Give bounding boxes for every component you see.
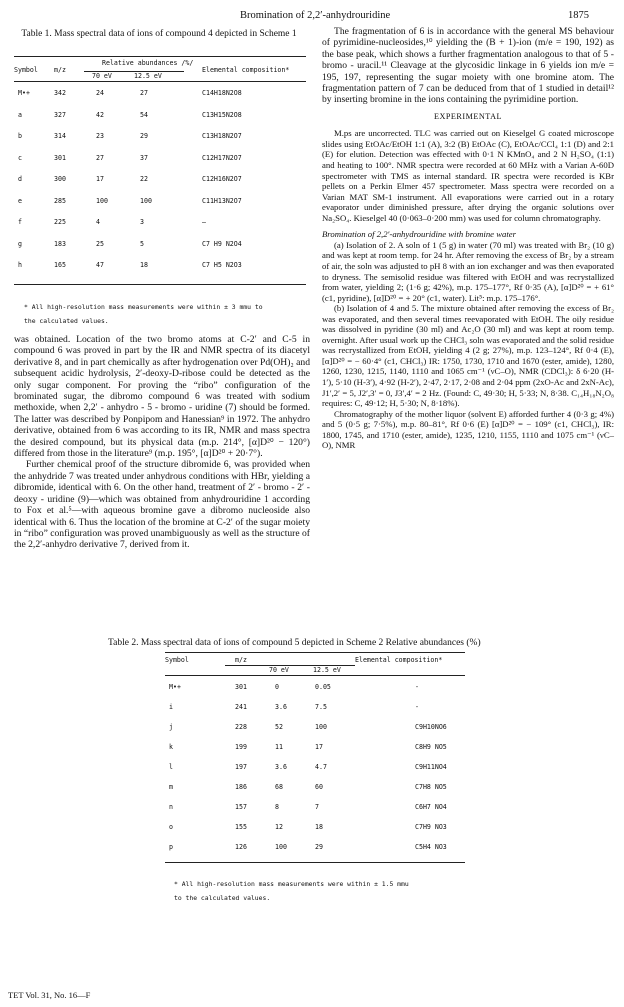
table2-cell-a12: 18 <box>315 823 323 831</box>
table2-cell-mz: 155 <box>235 823 247 831</box>
table2-cell-comp: C7H8 NO5 <box>415 783 447 791</box>
table1-cell-a70: 47 <box>96 261 104 269</box>
table1-col-symbol: Symbol <box>14 66 38 74</box>
table2-cell-a12: 17 <box>315 743 323 751</box>
right-paragraph-5: Chromatography of the mother liquor (solvent E) afforded further 4 (0·3 g; 4%) and 5 (0·5 g; 7·5%), m.p. 80–81°, Rf 0·6 (E) [α]D²⁰ = − 109° (c1, CHCl₃), IR: 1800, 1745, and 1710 (ester, amide), 1235, 1210, 1155, 1110 and 1075 cm⁻¹ (νC–O), NMR <box>322 408 614 451</box>
table2-cell-symbol: l <box>169 763 173 771</box>
table1-cell-comp: C13H15N2O8 <box>202 110 242 119</box>
left-paragraph-1: was obtained. Location of the two bromo atoms at C-2′ and C-5 in compound 6 was proved in part by the IR and NMR spectra of its diacetyl derivative 8, and in part chemically as after hydrogenation over Pd(OH)₂ and subsequent acidic hydrolysis, 2′-deoxy-D-ribose could be detected as the only sugar component. For proving the “ribo” configuration of the brominated sugar, the dibromo compound 6 was treated with sodium methoxide, when 2,2′ - anhydro - 5 - bromo - uridine (7) should be formed. The latter was described by Ponpipom and Hanessian⁹ in 1972. The anhydro derivative, obtained from 6 was according to its IR, NMR and mass spectra the desired compound, but its physical data (m.p. 214°, [α]D²⁰ − 120°) differed from those in the literature⁹ (m.p. 195°, [α]D²⁰ + 20·7°). <box>14 334 310 460</box>
table2-col-composition: Elemental composition* <box>355 656 443 664</box>
table2-row <box>165 683 465 702</box>
table2-cell-a12: 7.5 <box>315 703 327 711</box>
table2-caption: Table 2. Mass spectral data of ions of compound 5 depicted in Scheme 2 Relative abundances (%) <box>108 638 481 648</box>
table2-row <box>165 723 465 742</box>
table2-cell-symbol: k <box>169 743 173 751</box>
table1-row <box>14 132 306 144</box>
table1-cell-symbol: b <box>18 132 22 140</box>
table2-cell-a70: 100 <box>275 843 287 851</box>
table2-cell-mz: 157 <box>235 803 247 811</box>
table1-cell-a12: 22 <box>140 175 148 183</box>
table2-cell-a12: 4.7 <box>315 763 327 771</box>
table1-cell-comp: C13H18N2O7 <box>202 132 242 140</box>
table1-cell-symbol: e <box>18 196 22 205</box>
table1-cell-mz: 285 <box>54 196 66 205</box>
table2-row <box>165 843 465 862</box>
table1-row <box>14 261 306 273</box>
table1-cell-mz: 314 <box>54 132 66 140</box>
table2-cell-a70: 12 <box>275 823 283 831</box>
journal-footer: TET Vol. 31, No. 16—F <box>8 990 91 1000</box>
table2-cell-comp: - <box>415 703 419 711</box>
table1-row <box>14 175 306 187</box>
table2-footnote-line2: to the calculated values. <box>174 894 271 902</box>
table2-cell-mz: 197 <box>235 763 247 771</box>
table2-row <box>165 763 465 782</box>
table1-row <box>14 218 306 230</box>
table1-cell-symbol: d <box>18 175 22 183</box>
table1-cell-comp: C14H18N2O8 <box>202 89 242 97</box>
table1-cell-symbol: h <box>18 261 22 269</box>
page-number: 1875 <box>568 10 589 21</box>
table2-col-symbol: Symbol <box>165 656 189 664</box>
table2-cell-a12: 7 <box>315 803 319 811</box>
table2-cell-comp: C9H10NO6 <box>415 723 447 731</box>
table2-cell-comp: C9H11NO4 <box>415 763 447 771</box>
table1-row <box>14 154 306 166</box>
table1-cell-a70: 27 <box>96 153 104 162</box>
table2-cell-a70: 3.6 <box>275 763 287 771</box>
table2-cell-a70: 3.6 <box>275 703 287 711</box>
table1-cell-comp: C11H13N2O7 <box>202 196 242 205</box>
table2-col-12ev: 12.5 eV <box>313 666 341 674</box>
table1-cell-a12: 27 <box>140 89 148 97</box>
table2-cell-a12: 100 <box>315 723 327 731</box>
table1-cell-symbol: a <box>18 110 22 119</box>
table1-cell-symbol: g <box>18 239 22 248</box>
table2-cell-a12: 29 <box>315 843 323 851</box>
right-paragraph-3: (a) Isolation of 2. A soln of 1 (5 g) in water (70 ml) was treated with Br₂ (10 g) and was kept at room temp. for 24 hr. After removing the excess of Br₂ by a stream of air, the soln was adjusted to pH 8 with an ion exchanger and was then evaporated to dryness. The semisolid residue was filtered with EtOH and was recrystallized from water, yielding 2; (1·6 g; 42%), m.p. 175–177°, Rf 0·35 (A), [α]D²⁰ = + 61° (c1, pyridine), [α]D²⁰ = + 20° (c1, water). Lit⁵: m.p. 175–176°. <box>322 239 614 303</box>
table2-cell-a70: 68 <box>275 783 283 791</box>
table1-cell-symbol: c <box>18 153 22 162</box>
table1-cell-a12: 3 <box>140 218 144 226</box>
table1-cell-a70: 42 <box>96 110 104 119</box>
left-column-text <box>14 334 310 551</box>
table2-row <box>165 743 465 762</box>
table2-cell-a12: 0.05 <box>315 683 331 691</box>
table1-cell-a12: 5 <box>140 239 144 248</box>
table2-cell-comp: C8H9 NO5 <box>415 743 447 751</box>
table1-cell-mz: 225 <box>54 218 66 226</box>
table1-cell-a70: 24 <box>96 89 104 97</box>
left-paragraph-2: Further chemical proof of the structure dibromide 6, was provided when the anhydride 7 was treated under anhydrous conditions with HBr, yielding a dibromide, identical with 6. On the other hand, treatment of 2′ - bromo - 2′ - deoxy - uridine (9)—which was obtained from anhydrouridine 1 according to Fox et al.⁵—with aqueous bromine gave a dibromo nucleoside also identical with 6. Thus the location of the bromine at C-2′ of the sugar moiety in “ribo” configuration was proved unambiguously as well as the structure of the 2,2′-anhydro derivative 7, derived from it. <box>14 459 310 551</box>
table1-cell-mz: 183 <box>54 239 66 248</box>
table1-cell-comp: C7 H5 N2O3 <box>202 261 242 269</box>
table2-cell-comp: - <box>415 683 419 691</box>
table2-cell-symbol: j <box>169 723 173 731</box>
table1-cell-a12: 37 <box>140 153 148 162</box>
table1-caption: Table 1. Mass spectral data of ions of compound 4 depicted in Scheme 1 <box>21 29 297 39</box>
table1-row <box>14 89 306 101</box>
table1-cell-comp: C7 H9 N2O4 <box>202 239 242 248</box>
table2-cell-symbol: m <box>169 783 173 791</box>
table1-cell-a70: 25 <box>96 239 104 248</box>
table1-cell-a12: 54 <box>140 110 148 119</box>
table2-cell-mz: 301 <box>235 683 247 691</box>
table2-col-mz: m/z <box>235 656 247 664</box>
table1-cell-mz: 327 <box>54 110 66 119</box>
table2-cell-a70: 0 <box>275 683 279 691</box>
table1-cell-a12: 100 <box>140 196 152 205</box>
table1-cell-mz: 300 <box>54 175 66 183</box>
table2-cell-mz: 241 <box>235 703 247 711</box>
table2-cell-a70: 11 <box>275 743 283 751</box>
table1-cell-a12: 29 <box>140 132 148 140</box>
table2-cell-comp: C6H7 NO4 <box>415 803 447 811</box>
table2-cell-mz: 199 <box>235 743 247 751</box>
table2-cell-symbol: p <box>169 843 173 851</box>
table1-cell-a70: 100 <box>96 196 108 205</box>
table1-footnote-line1: * All high-resolution mass measurements were within ± 3 mmu to <box>24 303 263 311</box>
experimental-heading: EXPERIMENTAL <box>433 111 503 121</box>
table1-row <box>14 111 306 123</box>
right-paragraph-4: (b) Isolation of 4 and 5. The mixture obtained after removing the excess of Br₂ was evaporated, and then several times reevaporated with EtOH. The oily residue was dissolved in pyridine (30 ml) and Ac₂O (30 ml) and was kept at room temp. overnight. After usual work up the CHCl₃ soln was evaporated and the solid residue was recrystallized from EtOH, yielding 4 (2 g; 27%), m.p. 123–124°, Rf 0·4 (E), [α]D²⁰ = − 60·4° (c1, CHCl₃) IR: 1750, 1730, 1710 and 1670 (ester, amide), 1280, 1260, 1230, 1215, 1140, 1110 and 1065 cm⁻¹ (νC–O), NMR (CDCl₃): δ 6·20 (H-1′), 5·10 (H-3′), 4·92 (H-2′), 2·47, 2·17, 2·08 and 2·04 ppm (2xO-Ac and 2xN-Ac), J1′,2′ = 5, J2′,3′ = 0, J3′,4′ = 2 Hz. (Found: C, 49·30; H, 5·33; N, 8·38. C₁₄H₁₈N₂O₈ requires: C, 49·12; H, 5·30; N, 8·18%). <box>322 303 614 409</box>
table1-row <box>14 197 306 209</box>
table1-group-header: Relative abundances /%/ <box>102 59 194 67</box>
table1-col-mz: m/z <box>54 66 66 74</box>
table1-col-composition: Elemental composition* <box>202 66 290 74</box>
table2-cell-mz: 186 <box>235 783 247 791</box>
table2-cell-a70: 8 <box>275 803 279 811</box>
table2-cell-a70: 52 <box>275 723 283 731</box>
table1-cell-mz: 342 <box>54 89 66 97</box>
table1-col-70ev: 70 eV <box>92 72 112 80</box>
table1-cell-mz: 165 <box>54 261 66 269</box>
table2-cell-mz: 228 <box>235 723 247 731</box>
table2-col-70ev: 70 eV <box>269 666 289 674</box>
table2-cell-comp: C7H9 NO3 <box>415 823 447 831</box>
table1 <box>14 56 306 286</box>
bromination-subheading: Bromination of 2,2′-anhydrouridine with bromine water <box>322 229 516 240</box>
table2-cell-symbol: o <box>169 823 173 831</box>
table1-cell-mz: 301 <box>54 153 66 162</box>
table1-cell-comp: C12H17N2O7 <box>202 153 242 162</box>
table1-cell-symbol: M•+ <box>18 89 30 97</box>
table2-cell-a12: 60 <box>315 783 323 791</box>
table2-cell-mz: 126 <box>235 843 247 851</box>
table2-cell-comp: C5H4 NO3 <box>415 843 447 851</box>
table1-footnote-line2: the calculated values. <box>24 317 109 325</box>
table2-row <box>165 703 465 722</box>
table2-row <box>165 823 465 842</box>
table2-cell-symbol: n <box>169 803 173 811</box>
table2-footnote-line1: * All high-resolution mass measurements were within ± 1.5 mmu <box>174 880 409 888</box>
table1-cell-a70: 17 <box>96 175 104 183</box>
table1-row <box>14 240 306 252</box>
table2-row <box>165 783 465 802</box>
table2-cell-symbol: i <box>169 703 173 711</box>
right-paragraph-1: The fragmentation of 6 is in accordance with the general MS behaviour of pyrimidine-nucleosides,¹⁰ yielding the (B + 1)-ion (m/e = 190, 192) as the base peak, which shows a further fragmentation analogous to that of 5 - bromo - uracil.¹¹ Cleavage at the glycosidic linkage in 6 yields ion m/e = 195, 197, representing the sugar moiety with one bromine atom. The fragmentation pattern of 7 can be deduced from that of 1 studied in detail¹² by inserting bromine in the ions containing the pyrimidine portion. <box>322 26 614 106</box>
right-paragraph-2: M.ps are uncorrected. TLC was carried out on Kieselgel G coated microscope slides using EtOAc/EtOH 1:1 (A), 3:2 (B) EtOAc (C), EtOAc/CCl₄ 1:1 (D) and 2:1 (E) for elution. Detection was effected with 0·1 N KMnO₄ and 2 N H₂SO₄ (1:1) and heating to 100°. NMR spectra were recorded at 60 MHz with a Varian A-60D spectrometer with TMS as internal standard. IR spectra were recorded is KBr pellets on a Perkin Elmer 457 spectrometer. Mass spectra were recorded on a Varian MAT SM-1 instrument. All evaporations were carried out in a rotary evaporator under diminished pressure, after drying the organic solutions over Na₂SO₄. Kieselgel 40 (0·063–0·200 mm) was used for column chromatography. <box>322 128 614 223</box>
table2-cell-symbol: M•+ <box>169 683 181 691</box>
table1-cell-a12: 18 <box>140 261 148 269</box>
table2-row <box>165 803 465 822</box>
table1-col-12ev: 12.5 eV <box>134 72 162 80</box>
right-column-text <box>322 26 614 451</box>
table1-cell-comp: — <box>202 218 206 226</box>
table1-cell-a70: 23 <box>96 132 104 140</box>
table1-cell-comp: C12H16N2O7 <box>202 175 242 183</box>
table1-cell-symbol: f <box>18 218 22 226</box>
table1-cell-a70: 4 <box>96 218 100 226</box>
running-header-title: Bromination of 2,2′-anhydrouridine <box>240 10 391 21</box>
